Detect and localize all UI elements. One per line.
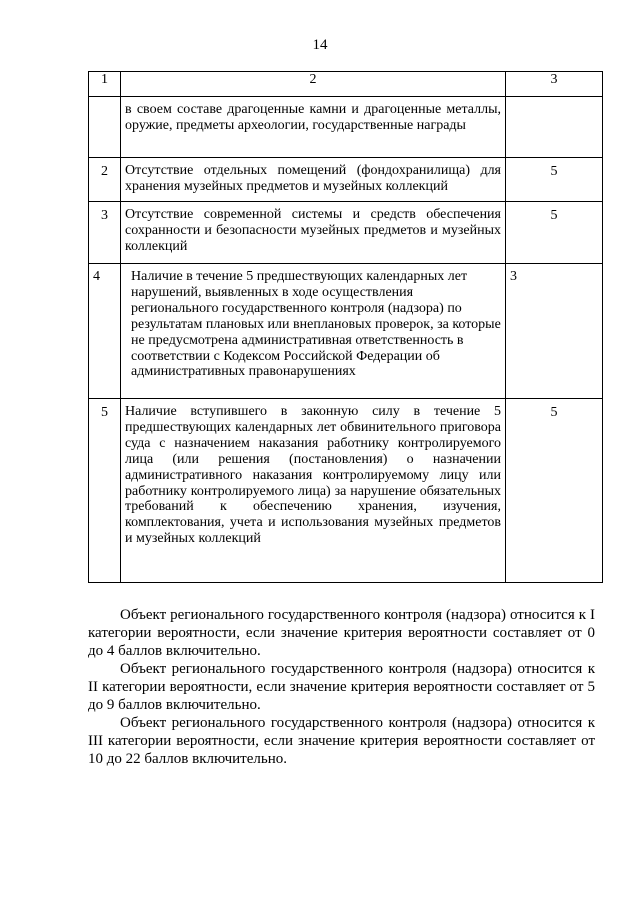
table-header-row [89, 72, 603, 97]
column-header: 3 [506, 72, 603, 97]
table-row [89, 202, 603, 264]
criterion-text: Отсутствие современной системы и средств обеспечения сохранности и безопасности музейных предметов и музейных коллекций [121, 202, 506, 264]
criteria-table [88, 71, 603, 583]
table-row [89, 158, 603, 202]
paragraph: Объект регионального государственного контроля (надзора) относится к I категории вероятности, если значение критерия вероятности составляет от 0 до 4 баллов включительно. [88, 607, 595, 659]
paragraph: Объект регионального государственного контроля (надзора) относится к II категории вероятности, если значение критерия вероятности составляет от 5 до 9 баллов включительно. [88, 661, 595, 713]
category-description [88, 606, 595, 768]
criterion-score: 5 [506, 399, 603, 583]
column-header: 1 [89, 72, 121, 97]
row-number: 5 [89, 399, 121, 583]
page-number: 14 [312, 37, 328, 53]
row-number: 2 [89, 158, 121, 202]
table-row [89, 264, 603, 399]
column-header: 2 [121, 72, 506, 97]
criterion-score: 5 [506, 202, 603, 264]
row-number: 4 [89, 264, 121, 399]
criterion-score: 5 [506, 158, 603, 202]
table-row [89, 97, 603, 158]
criterion-text: Наличие вступившего в законную силу в течение 5 предшествующих календарных лет обвинительного приговора суда с назначением наказания работнику контролируемого лица (или решения (постановления) о назначении административного наказания контролируемому лицу или работнику контролируемого лица) за нарушение обязательных требований к обеспечению хранения, изучения, комплектования, учета и использования музейных предметов и музейных коллекций [121, 399, 506, 583]
criterion-text: в своем составе драгоценные камни и драгоценные металлы, оружие, предметы археологии, государственные награды [121, 97, 506, 158]
table-row [89, 399, 603, 583]
criterion-text: Отсутствие отдельных помещений (фондохранилища) для хранения музейных предметов и музейных коллекций [121, 158, 506, 202]
row-number [89, 97, 121, 158]
criterion-score [506, 97, 603, 158]
row-number: 3 [89, 202, 121, 264]
criterion-score: 3 [506, 264, 603, 399]
criterion-text: Наличие в течение 5 предшествующих календарных лет нарушений, выявленных в ходе осуществления регионального государственного контроля (надзора) по результатам плановых или внеплановых проверок, за которые не предусмотрена административная ответственность в соответствии с Кодексом Российской Федерации об административных правонарушениях [121, 264, 506, 399]
paragraph: Объект регионального государственного контроля (надзора) относится к III категории вероятности, если значение критерия вероятности составляет от 10 до 22 баллов включительно. [88, 715, 595, 767]
